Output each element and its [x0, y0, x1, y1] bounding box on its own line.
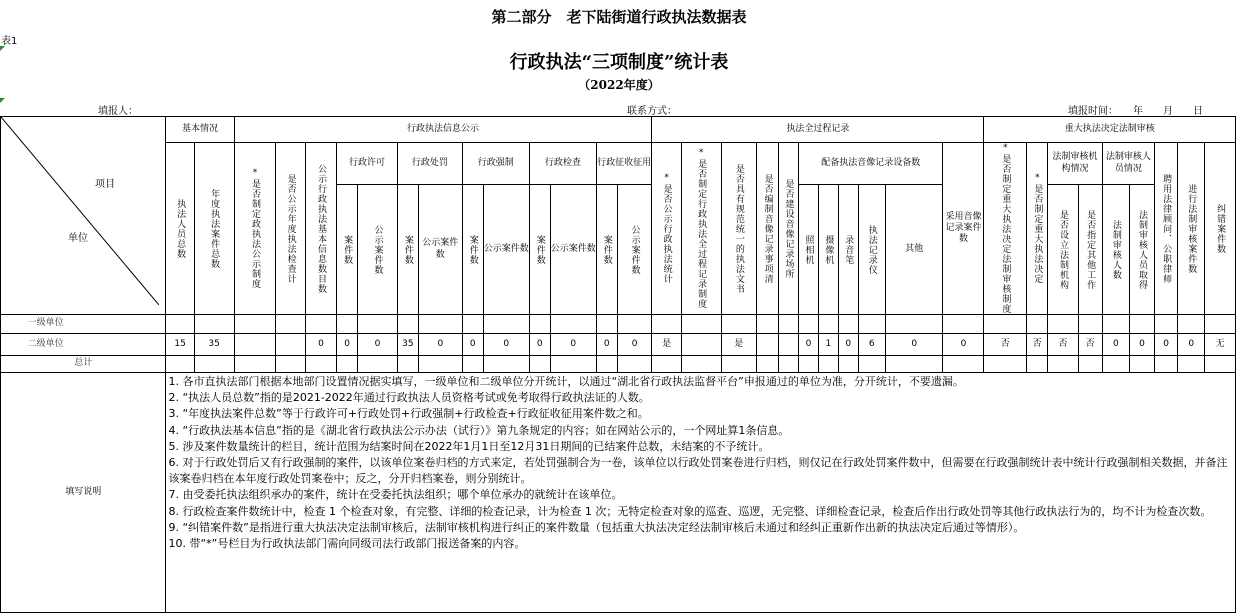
cell-value: 0: [1102, 334, 1129, 356]
sub-permit: 行政许可: [337, 143, 398, 185]
note-item: 2. “执法人员总数”指的是2021-2022年通过行政执法人员资格考试或免考取得行政执法证的人数。: [168, 391, 650, 405]
notes-content: [166, 373, 1236, 613]
filler-label: 填报人：: [98, 106, 138, 117]
part-title: 第二部分 老下陆街道行政执法数据表: [491, 8, 747, 26]
cell-value: 是: [721, 334, 757, 356]
col-other: 其他: [885, 185, 943, 315]
corner-header: [1, 117, 166, 315]
col-staff-total: 执法人员总数: [166, 143, 194, 315]
note-item: 9. “纠错案件数”是指进行重大执法决定法制审核后，法制审核机构进行纠正的案件数量（包括重大执法决定经法制审核后未通过和经纠正重新作出新的执法决定后通过等情形）。: [168, 520, 1025, 534]
cell-value: 35: [194, 334, 234, 356]
cell-marker-icon: [0, 98, 5, 103]
cell-value: 0: [617, 334, 652, 356]
cell-value: 6: [858, 334, 885, 356]
group-review: 重大执法决定法制审核: [984, 117, 1236, 143]
col-publicity-system: *是否制定政执法公示制度: [234, 143, 276, 315]
col-major-decision: *是否制定重大执法决定: [1027, 143, 1048, 315]
cell-value: [779, 334, 799, 356]
col-recorder: 录音笔: [838, 185, 858, 315]
cell-value: 0: [596, 334, 617, 356]
cell-value: 15: [166, 334, 194, 356]
year-label: （2022年度）: [578, 78, 660, 92]
col-legal-org: 是否设立法制机构: [1048, 185, 1078, 315]
col-permit-public: 公示案件数: [358, 185, 398, 315]
col-coercion-public: 公示案件数: [483, 185, 529, 315]
col-permit-cases: 案件数: [337, 185, 358, 315]
col-process-system: *是否制定行政执法全过程记录制度: [681, 143, 721, 315]
col-av-room: 是否建设音像记录场所: [779, 143, 799, 315]
cell-value: [681, 334, 721, 356]
col-counsel: 聘用法律顾问、公职律师: [1155, 143, 1178, 315]
cell-value: 0: [305, 334, 336, 356]
col-levy-cases: 案件数: [596, 185, 617, 315]
diagonal-line-icon: [1, 117, 159, 305]
cell-value: 0: [1178, 334, 1205, 356]
sub-review-staff: 法制审核人员情况: [1102, 143, 1154, 185]
cell-value: 0: [943, 334, 984, 356]
col-av-cases: 采用音像记录案件数: [943, 143, 984, 315]
row-label-level1: 一级单位: [26, 315, 166, 334]
notes-row: [1, 373, 1236, 613]
col-review-count: 法制审核人数: [1102, 185, 1129, 315]
cell-value: 0: [799, 334, 819, 356]
notes-label: 填写说明: [1, 373, 166, 613]
col-review-qualified: 法制审核人员取得: [1129, 185, 1154, 315]
cell-value: [276, 334, 305, 356]
note-item: 10. 带“*”号栏目为行政执法部门需向同级司法行政部门报送备案的内容。: [168, 537, 526, 551]
note-item: 8. 行政检查案件数统计中，检查 1 个检查对象，有完整、详细的检查记录，计为检查 1 次；无特定检查对象的巡查、巡逻，无完整、详细检查记录，检查后作出行政处罚等其他行政执法行为的，均不计为检查次数。: [168, 504, 1212, 518]
col-coercion-cases: 案件数: [462, 185, 483, 315]
row-level2: [1, 334, 1236, 356]
sub-equipment: 配备执法音像记录设备数: [799, 143, 943, 185]
sub-review-org: 法制审核机构情况: [1048, 143, 1102, 185]
row-level1: [1, 315, 1236, 334]
note-item: 6. 对于行政处罚后又有行政强制的案件，以该单位案卷归档的方式来定，若处罚强制合为一卷，该单位以行政处罚案卷进行归档，则仅记在行政处罚案件数中，但需要在行政强制统计表中统计行政强制相关数据，并备注该案卷归档在本年度行政处罚案卷中；反之，分开归档案卷，则分别统计。: [168, 456, 1228, 486]
col-inspect-cases: 案件数: [529, 185, 550, 315]
cell-value: 0: [885, 334, 943, 356]
col-case-total: 年度执法案件总数: [194, 143, 234, 315]
col-video: 摄像机: [818, 185, 838, 315]
cell-value: 否: [1078, 334, 1102, 356]
cell-value: 0: [418, 334, 462, 356]
group-publicity: 行政执法信息公示: [234, 117, 652, 143]
statistics-table: [0, 116, 1236, 613]
cell-value: 0: [337, 334, 358, 356]
cell-value: 是: [652, 334, 681, 356]
note-item: 4. “行政执法基本信息”指的是《湖北省行政执法公示办法（试行）》第九条规定的内容；如在网站公示的，一个网址算1条信息。: [168, 423, 790, 437]
cell-value: 1: [818, 334, 838, 356]
note-item: 3. “年度执法案件总数”等于行政许可+行政处罚+行政强制+行政检查+行政征收征用案件数之和。: [168, 407, 649, 421]
fill-time-label: 填报时间： 年 月 日: [1068, 106, 1203, 117]
col-review-system: *是否制定重大执法决定法制审核制度: [984, 143, 1027, 315]
col-documents: 是否具有规范统一的执法文书: [721, 143, 757, 315]
col-penalty-cases: 案件数: [397, 185, 418, 315]
cell-value: 无: [1205, 334, 1236, 356]
row-total: [1, 356, 1236, 373]
cell-value: 0: [550, 334, 596, 356]
contact-label: 联系方式：: [627, 106, 677, 117]
col-other-work: 是否指定其他工作: [1078, 185, 1102, 315]
corner-project-label: 项目: [95, 179, 115, 190]
table-number: 表1: [1, 36, 18, 47]
cell-value: 0: [838, 334, 858, 356]
cell-value: 0: [483, 334, 529, 356]
sub-inspect: 行政检查: [529, 143, 596, 185]
main-title: 行政执法“三项制度”统计表: [509, 52, 729, 73]
col-statistics-public: *是否公示行政执法统计: [652, 143, 681, 315]
col-reviewed-cases: 进行法制审核案件数: [1178, 143, 1205, 315]
col-corrected-cases: 纠错案件数: [1205, 143, 1236, 315]
sub-coercion: 行政强制: [462, 143, 529, 185]
cell-value: 0: [462, 334, 483, 356]
note-item: 5. 涉及案件数量统计的栏目，统计范围为结案时间在2022年1月1日至12月31日期间的已结案件总数，未结案的不予统计。: [168, 439, 770, 453]
corner-unit-label: 单位: [68, 233, 88, 244]
row-label-total: 总计: [1, 356, 166, 373]
cell-value: 否: [984, 334, 1027, 356]
group-basic: 基本情况: [166, 117, 234, 143]
sub-penalty: 行政处罚: [397, 143, 462, 185]
col-inspect-public: 公示案件数: [550, 185, 596, 315]
col-law-recorder: 执法记录仪: [858, 185, 885, 315]
note-item: 1. 各市直执法部门根据本地部门设置情况据实填写，一级单位和二级单位分开统计，以通过“湖北省行政执法监督平台”申报通过的单位为准，分开统计，不要遗漏。: [168, 375, 964, 388]
cell-value: 0: [1155, 334, 1178, 356]
col-av-list: 是否编制音像记录事项清: [757, 143, 779, 315]
col-camera: 照相机: [799, 185, 819, 315]
row-label-level2: 二级单位: [26, 334, 166, 356]
col-penalty-public: 公示案件数: [418, 185, 462, 315]
cell-value: 35: [397, 334, 418, 356]
col-inspection-plan: 是否公示年度执法检查计: [276, 143, 305, 315]
cell-value: 否: [1048, 334, 1078, 356]
cell-value: 否: [1027, 334, 1048, 356]
cell-value: 0: [529, 334, 550, 356]
col-levy-public: 公示案件数: [617, 185, 652, 315]
cell-value: 0: [358, 334, 398, 356]
col-basic-info-count: 公示行政执法基本信息数目数: [305, 143, 336, 315]
cell-value: 0: [1129, 334, 1154, 356]
cell-value: [234, 334, 276, 356]
sub-levy: 行政征收征用: [596, 143, 652, 185]
cell-value: [757, 334, 779, 356]
group-process: 执法全过程记录: [652, 117, 984, 143]
note-item: 7. 由受委托执法组织承办的案件，统计在受委托执法组织；哪个单位承办的就统计在该单位。: [168, 488, 623, 502]
